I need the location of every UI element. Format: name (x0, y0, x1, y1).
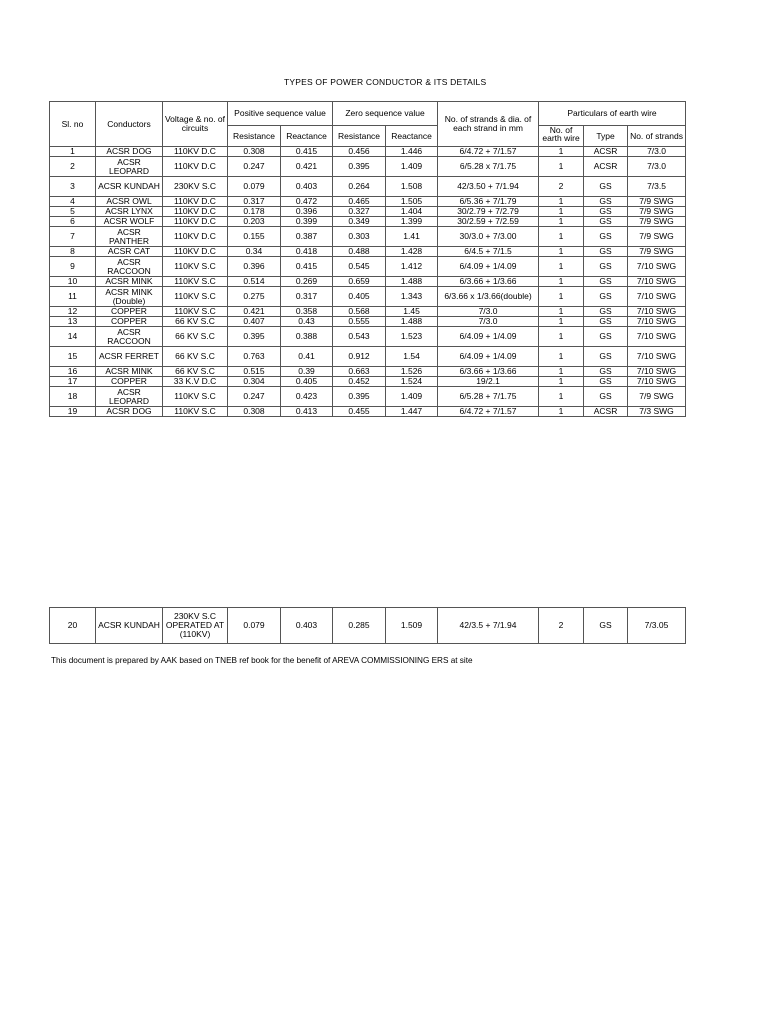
cell-strands: 19/2.1 (438, 377, 539, 387)
cell-slno: 19 (50, 407, 96, 417)
cell-positive-reactance: 0.415 (281, 147, 333, 157)
table-row (50, 387, 686, 407)
header-earth-strands: No. of strands (628, 126, 686, 147)
cell-zero-reactance: 1.488 (386, 277, 438, 287)
cell-earth-count: 1 (539, 287, 584, 307)
cell-positive-reactance: 0.418 (281, 247, 333, 257)
cell-zero-resistance: 0.303 (333, 227, 386, 247)
cell-earth-type: GS (584, 317, 628, 327)
document-title-text: TYPES OF POWER CONDUCTOR & ITS DETAILS (284, 77, 487, 87)
cell-earth-type: GS (584, 608, 628, 644)
cell-positive-resistance: 0.178 (228, 207, 281, 217)
cell-voltage: 110KV D.C (163, 157, 228, 177)
cell-earth-type: ACSR (584, 407, 628, 417)
cell-zero-reactance: 1.523 (386, 327, 438, 347)
cell-zero-resistance: 0.455 (333, 407, 386, 417)
table-row (50, 377, 686, 387)
header-zero-reactance: Reactance (386, 126, 438, 147)
cell-conductor: ACSR LYNX (96, 207, 163, 217)
cell-voltage: 66 KV S.C (163, 367, 228, 377)
cell-slno: 3 (50, 177, 96, 197)
cell-voltage: 66 KV S.C (163, 327, 228, 347)
cell-positive-reactance: 0.388 (281, 327, 333, 347)
cell-voltage: 66 KV S.C (163, 347, 228, 367)
cell-strands: 6/4.72 + 7/1.57 (438, 407, 539, 417)
cell-slno: 15 (50, 347, 96, 367)
cell-zero-reactance: 1.404 (386, 207, 438, 217)
cell-strands: 30/2.59 + 7/2.59 (438, 217, 539, 227)
cell-earth-count: 1 (539, 407, 584, 417)
cell-earth-count: 1 (539, 327, 584, 347)
cell-zero-reactance: 1.509 (386, 608, 438, 644)
cell-positive-resistance: 0.514 (228, 277, 281, 287)
cell-voltage: 110KV S.C (163, 387, 228, 407)
cell-slno: 14 (50, 327, 96, 347)
table-row (50, 287, 686, 307)
cell-earth-type: GS (584, 247, 628, 257)
cell-positive-reactance: 0.403 (281, 608, 333, 644)
cell-zero-resistance: 0.488 (333, 247, 386, 257)
cell-slno: 8 (50, 247, 96, 257)
cell-earth-strands: 7/10 SWG (628, 317, 686, 327)
header-positive-resistance: Resistance (228, 126, 281, 147)
cell-conductor: ACSR PANTHER (96, 227, 163, 247)
cell-positive-reactance: 0.421 (281, 157, 333, 177)
cell-positive-resistance: 0.079 (228, 177, 281, 197)
cell-positive-resistance: 0.203 (228, 217, 281, 227)
cell-earth-strands: 7/3.5 (628, 177, 686, 197)
cell-earth-strands: 7/10 SWG (628, 257, 686, 277)
header-strands: No. of strands & dia. of each strand in mm (438, 102, 539, 147)
cell-zero-resistance: 0.264 (333, 177, 386, 197)
cell-earth-count: 1 (539, 207, 584, 217)
cell-zero-resistance: 0.452 (333, 377, 386, 387)
cell-positive-reactance: 0.405 (281, 377, 333, 387)
cell-earth-type: GS (584, 277, 628, 287)
cell-earth-count: 1 (539, 217, 584, 227)
cell-voltage: 230KV S.C OPERATED AT (110KV) (163, 608, 228, 644)
cell-zero-reactance: 1.428 (386, 247, 438, 257)
cell-slno: 5 (50, 207, 96, 217)
footer-note: This document is prepared by AAK based on TNEB ref book for the benefit of AREVA COMMISSIONING ERS at site (51, 656, 473, 665)
cell-voltage: 110KV D.C (163, 207, 228, 217)
conductor-table-continued (49, 607, 686, 644)
table-body (50, 147, 686, 417)
cell-positive-reactance: 0.269 (281, 277, 333, 287)
table-row (50, 307, 686, 317)
cell-strands: 7/3.0 (438, 317, 539, 327)
cell-zero-reactance: 1.343 (386, 287, 438, 307)
cell-zero-reactance: 1.41 (386, 227, 438, 247)
cell-earth-count: 1 (539, 377, 584, 387)
cell-earth-count: 1 (539, 367, 584, 377)
header-earth-wire: Particulars of earth wire (539, 102, 686, 126)
cell-positive-resistance: 0.308 (228, 147, 281, 157)
cell-earth-strands: 7/10 SWG (628, 287, 686, 307)
cell-voltage: 33 K.V D.C (163, 377, 228, 387)
cell-positive-reactance: 0.423 (281, 387, 333, 407)
cell-voltage: 110KV S.C (163, 307, 228, 317)
cell-slno: 7 (50, 227, 96, 247)
cell-conductor: ACSR KUNDAH (96, 177, 163, 197)
cell-earth-type: GS (584, 197, 628, 207)
cell-slno: 10 (50, 277, 96, 287)
cell-positive-reactance: 0.43 (281, 317, 333, 327)
cell-conductor: ACSR FERRET (96, 347, 163, 367)
cell-earth-count: 1 (539, 317, 584, 327)
cell-zero-reactance: 1.54 (386, 347, 438, 367)
table-header (50, 102, 686, 147)
table-row (50, 157, 686, 177)
table-row (50, 217, 686, 227)
cell-earth-type: GS (584, 177, 628, 197)
cell-conductor: ACSR MINK (96, 367, 163, 377)
cell-earth-type: GS (584, 367, 628, 377)
cell-zero-reactance: 1.526 (386, 367, 438, 377)
cell-zero-reactance: 1.409 (386, 157, 438, 177)
header-positive-reactance: Reactance (281, 126, 333, 147)
cell-conductor: ACSR WOLF (96, 217, 163, 227)
table-row (50, 277, 686, 287)
cell-earth-strands: 7/10 SWG (628, 327, 686, 347)
cell-earth-strands: 7/9 SWG (628, 227, 686, 247)
cell-strands: 30/3.0 + 7/3.00 (438, 227, 539, 247)
cell-strands: 6/4.09 + 1/4.09 (438, 347, 539, 367)
cell-conductor: ACSR OWL (96, 197, 163, 207)
cell-earth-strands: 7/3.0 (628, 147, 686, 157)
cell-positive-resistance: 0.308 (228, 407, 281, 417)
cell-positive-resistance: 0.247 (228, 157, 281, 177)
cell-earth-type: GS (584, 257, 628, 277)
cell-earth-count: 1 (539, 197, 584, 207)
cell-earth-count: 2 (539, 608, 584, 644)
cell-voltage: 110KV D.C (163, 147, 228, 157)
cell-zero-reactance: 1.409 (386, 387, 438, 407)
cell-voltage: 110KV D.C (163, 227, 228, 247)
cell-conductor: ACSR LEOPARD (96, 157, 163, 177)
cell-zero-reactance: 1.45 (386, 307, 438, 317)
cell-earth-strands: 7/9 SWG (628, 247, 686, 257)
cell-slno: 16 (50, 367, 96, 377)
cell-zero-resistance: 0.405 (333, 287, 386, 307)
cell-positive-resistance: 0.247 (228, 387, 281, 407)
cell-earth-type: GS (584, 207, 628, 217)
cell-voltage: 110KV S.C (163, 407, 228, 417)
cell-earth-count: 1 (539, 227, 584, 247)
cell-strands: 6/5.36 + 7/1.79 (438, 197, 539, 207)
cell-earth-strands: 7/3.05 (628, 608, 686, 644)
cell-conductor: ACSR RACCOON (96, 327, 163, 347)
cell-positive-resistance: 0.079 (228, 608, 281, 644)
cell-positive-reactance: 0.472 (281, 197, 333, 207)
cell-earth-strands: 7/9 SWG (628, 387, 686, 407)
table-row (50, 247, 686, 257)
cell-zero-resistance: 0.543 (333, 327, 386, 347)
cell-conductor: ACSR MINK (96, 277, 163, 287)
cell-strands: 7/3.0 (438, 307, 539, 317)
cell-zero-resistance: 0.285 (333, 608, 386, 644)
cell-slno: 1 (50, 147, 96, 157)
cell-conductor: COPPER (96, 377, 163, 387)
header-positive-sequence: Positive sequence value (228, 102, 333, 126)
cell-earth-count: 1 (539, 247, 584, 257)
cell-positive-resistance: 0.317 (228, 197, 281, 207)
cell-voltage: 110KV D.C (163, 197, 228, 207)
cell-slno: 18 (50, 387, 96, 407)
cell-slno: 4 (50, 197, 96, 207)
cell-earth-type: GS (584, 377, 628, 387)
cell-strands: 6/3.66 + 1/3.66 (438, 367, 539, 377)
cell-earth-count: 1 (539, 147, 584, 157)
cell-positive-resistance: 0.34 (228, 247, 281, 257)
cell-earth-type: ACSR (584, 157, 628, 177)
cell-zero-resistance: 0.395 (333, 387, 386, 407)
table-row (50, 177, 686, 197)
cell-earth-type: GS (584, 327, 628, 347)
table-row (50, 367, 686, 377)
cell-positive-resistance: 0.515 (228, 367, 281, 377)
cell-earth-count: 1 (539, 387, 584, 407)
cell-positive-resistance: 0.304 (228, 377, 281, 387)
conductor-table (49, 101, 686, 417)
cell-zero-reactance: 1.508 (386, 177, 438, 197)
cell-earth-strands: 7/9 SWG (628, 217, 686, 227)
header-conductors: Conductors (96, 102, 163, 147)
cell-positive-reactance: 0.413 (281, 407, 333, 417)
cell-conductor: ACSR MINK (Double) (96, 287, 163, 307)
cell-positive-reactance: 0.41 (281, 347, 333, 367)
cell-positive-reactance: 0.358 (281, 307, 333, 317)
cell-positive-reactance: 0.39 (281, 367, 333, 377)
cell-positive-resistance: 0.407 (228, 317, 281, 327)
cell-strands: 6/4.09 + 1/4.09 (438, 257, 539, 277)
cell-earth-strands: 7/10 SWG (628, 277, 686, 287)
cell-earth-strands: 7/10 SWG (628, 377, 686, 387)
cell-zero-reactance: 1.524 (386, 377, 438, 387)
cell-voltage: 110KV D.C (163, 247, 228, 257)
cell-earth-strands: 7/10 SWG (628, 347, 686, 367)
cell-earth-type: GS (584, 217, 628, 227)
cell-slno: 13 (50, 317, 96, 327)
cell-slno: 17 (50, 377, 96, 387)
table-row (50, 207, 686, 217)
table-row (50, 347, 686, 367)
cell-positive-resistance: 0.155 (228, 227, 281, 247)
cell-conductor: ACSR KUNDAH (96, 608, 163, 644)
cell-positive-resistance: 0.763 (228, 347, 281, 367)
cell-strands: 6/5.28 + 7/1.75 (438, 387, 539, 407)
cell-earth-type: GS (584, 287, 628, 307)
cell-zero-resistance: 0.545 (333, 257, 386, 277)
cell-positive-reactance: 0.396 (281, 207, 333, 217)
table-row (50, 257, 686, 277)
cell-earth-strands: 7/3.0 (628, 157, 686, 177)
cell-earth-count: 2 (539, 177, 584, 197)
cell-strands: 6/3.66 + 1/3.66 (438, 277, 539, 287)
cell-earth-type: GS (584, 387, 628, 407)
table-row (50, 407, 686, 417)
header-voltage: Voltage & no. of circuits (163, 102, 228, 147)
cell-conductor: COPPER (96, 317, 163, 327)
cell-earth-count: 1 (539, 157, 584, 177)
cell-positive-reactance: 0.387 (281, 227, 333, 247)
cell-positive-resistance: 0.395 (228, 327, 281, 347)
cell-positive-reactance: 0.317 (281, 287, 333, 307)
cell-positive-resistance: 0.396 (228, 257, 281, 277)
cell-earth-strands: 7/10 SWG (628, 307, 686, 317)
header-earth-type: Type (584, 126, 628, 147)
cell-conductor: ACSR DOG (96, 147, 163, 157)
cell-zero-resistance: 0.555 (333, 317, 386, 327)
cell-earth-type: GS (584, 347, 628, 367)
cell-zero-resistance: 0.912 (333, 347, 386, 367)
cell-zero-reactance: 1.488 (386, 317, 438, 327)
header-earth-count: No. of earth wire (539, 126, 584, 147)
cell-slno: 20 (50, 608, 96, 644)
cell-zero-resistance: 0.349 (333, 217, 386, 227)
cell-earth-strands: 7/10 SWG (628, 367, 686, 377)
cell-zero-resistance: 0.663 (333, 367, 386, 377)
cell-zero-reactance: 1.505 (386, 197, 438, 207)
cell-voltage: 110KV S.C (163, 257, 228, 277)
cell-zero-reactance: 1.446 (386, 147, 438, 157)
cell-slno: 2 (50, 157, 96, 177)
cell-conductor: COPPER (96, 307, 163, 317)
cell-zero-resistance: 0.395 (333, 157, 386, 177)
cell-positive-reactance: 0.399 (281, 217, 333, 227)
cell-conductor: ACSR DOG (96, 407, 163, 417)
table-row (50, 227, 686, 247)
cell-conductor: ACSR CAT (96, 247, 163, 257)
cell-zero-reactance: 1.447 (386, 407, 438, 417)
cell-earth-type: ACSR (584, 147, 628, 157)
cell-earth-count: 1 (539, 277, 584, 287)
cell-earth-count: 1 (539, 257, 584, 277)
cell-zero-reactance: 1.412 (386, 257, 438, 277)
cell-strands: 6/4.5 + 7/1.5 (438, 247, 539, 257)
cell-strands: 42/3.50 + 7/1.94 (438, 177, 539, 197)
table-row (50, 197, 686, 207)
cell-strands: 6/4.72 + 7/1.57 (438, 147, 539, 157)
cell-strands: 30/2.79 + 7/2.79 (438, 207, 539, 217)
cell-zero-resistance: 0.327 (333, 207, 386, 217)
cell-positive-resistance: 0.421 (228, 307, 281, 317)
cell-zero-resistance: 0.465 (333, 197, 386, 207)
cell-voltage: 110KV S.C (163, 277, 228, 287)
cell-voltage: 110KV S.C (163, 287, 228, 307)
header-slno: Sl. no (50, 102, 96, 147)
header-zero-sequence: Zero sequence value (333, 102, 438, 126)
cell-strands: 6/4.09 + 1/4.09 (438, 327, 539, 347)
cell-earth-strands: 7/3 SWG (628, 407, 686, 417)
cell-voltage: 66 KV S.C (163, 317, 228, 327)
cell-earth-count: 1 (539, 347, 584, 367)
cell-earth-count: 1 (539, 307, 584, 317)
cell-voltage: 110KV D.C (163, 217, 228, 227)
cell-earth-type: GS (584, 307, 628, 317)
cell-slno: 6 (50, 217, 96, 227)
table-row (50, 317, 686, 327)
cell-positive-resistance: 0.275 (228, 287, 281, 307)
cell-zero-resistance: 0.568 (333, 307, 386, 317)
table-row (50, 147, 686, 157)
cell-earth-strands: 7/9 SWG (628, 197, 686, 207)
cell-conductor: ACSR RACCOON (96, 257, 163, 277)
cell-zero-resistance: 0.456 (333, 147, 386, 157)
table-row (50, 327, 686, 347)
cell-positive-reactance: 0.403 (281, 177, 333, 197)
cell-voltage: 230KV S.C (163, 177, 228, 197)
table-row (50, 608, 686, 644)
cell-zero-reactance: 1.399 (386, 217, 438, 227)
cell-strands: 42/3.5 + 7/1.94 (438, 608, 539, 644)
cell-earth-strands: 7/9 SWG (628, 207, 686, 217)
cell-zero-resistance: 0.659 (333, 277, 386, 287)
cell-strands: 6/3.66 x 1/3.66(double) (438, 287, 539, 307)
cell-conductor: ACSR LEOPARD (96, 387, 163, 407)
header-zero-resistance: Resistance (333, 126, 386, 147)
cell-earth-type: GS (584, 227, 628, 247)
cell-slno: 9 (50, 257, 96, 277)
cell-slno: 12 (50, 307, 96, 317)
cell-slno: 11 (50, 287, 96, 307)
cell-strands: 6/5.28 x 7/1.75 (438, 157, 539, 177)
cell-positive-reactance: 0.415 (281, 257, 333, 277)
